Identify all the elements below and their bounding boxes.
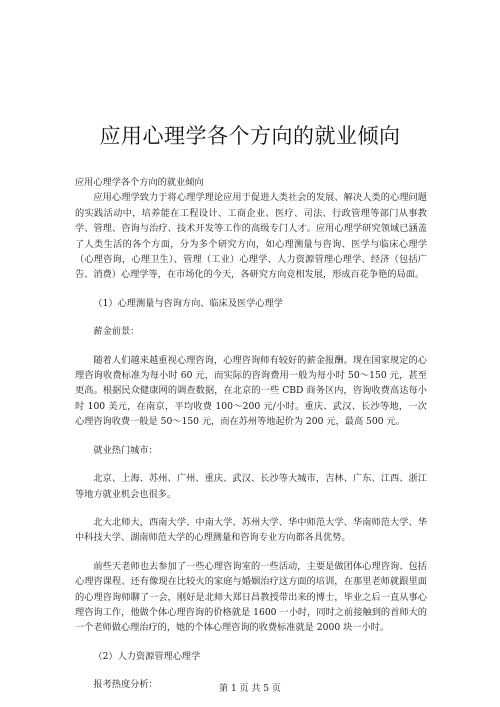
document-body xyxy=(75,175,427,693)
document-title: 应用心理学各个方向的就业倾向 xyxy=(99,124,401,148)
paragraph-salary: 随着人们越来越重视心理咨询，心理咨询师有较好的薪金报酬。现在国家规定的心理咨询收费标准为每小时 60 元，而实际的咨询费用一般为每小时 50～150 元，甚至更高。根据民众健康网的调查数据，在北京的一些 CBD 商务区内，咨询收费高达每小时 100 美元，在南京，平均收费 100～200 元/小时。重庆、武汉、长沙等地，一次心理咨询收费一般是 50～150 元，而在苏州等地起价为 200 元，最高 500 元。 xyxy=(75,354,427,428)
page-footer: 第 1 页 共 5 页 xyxy=(219,684,281,694)
paragraph-universities: 北大北师大，西南大学、中南大学、苏州大学、华中师范大学、华南师范大学、华中科技大学、湖南师范大学的心理测量和咨询专业方向都各具优势。 xyxy=(75,516,427,544)
section-heading-2: （2）人力资源管理心理学 xyxy=(93,650,201,662)
paragraph-cities: 北京、上海、苏州、广州、重庆、武汉、长沙等大城市，吉林、广东、江西、浙江等地方就业机会也很多。 xyxy=(75,473,427,500)
popularity-heading: 报考热度分析： xyxy=(93,679,158,691)
section-heading-1: （1）心理测量与咨询方向、临床及医学心理学 xyxy=(93,297,283,309)
cities-heading: 就业热门城市： xyxy=(93,444,158,456)
paragraph-heading: 应用心理学各个方向的就业倾向 xyxy=(75,177,204,188)
paragraph-intro: 应用心理学致力于将心理学理论应用于促进人类社会的发展、解决人类的心理问题的实践活动中，培养能在工程设计、工商企业、医疗、司法、行政管理等部门从事教学、管理、咨询与治疗、技术开发等工作的高级专门人才。应用心理学研究领域已涵盖了人类生活的各个方面，分为多个研究方向，如心理测量与咨询、医学与临床心理学（心理咨询，心理卫生）、管理（工业）心理学、人力资源管理心理学、经济（包括广告、消费）心理学等，在市场化的今天，各研究方向竞相发展，形成百花争艳的局面。 xyxy=(75,192,427,281)
paragraph-anecdote: 前些天老师也去参加了一些心理咨询室的一些活动，主要是做团体心理咨询、包括心理咨课程、还有像现在比较火的家庭与婚姻治疗这方面的培训，在那里老师就跟里面的心理咨询师聊了一会，刚好是北师大郑日昌教授带出来的博士，毕业之后一直从事心理咨询工作，他做个体心理咨询的价格就是 1600 一小时，同时之前接触到的首师大的一个老师做心理治疗的，她的个体心理咨询的收费标准就是 2000 块一小时。 xyxy=(75,560,427,634)
salary-heading: 薪金前景： xyxy=(93,326,140,338)
